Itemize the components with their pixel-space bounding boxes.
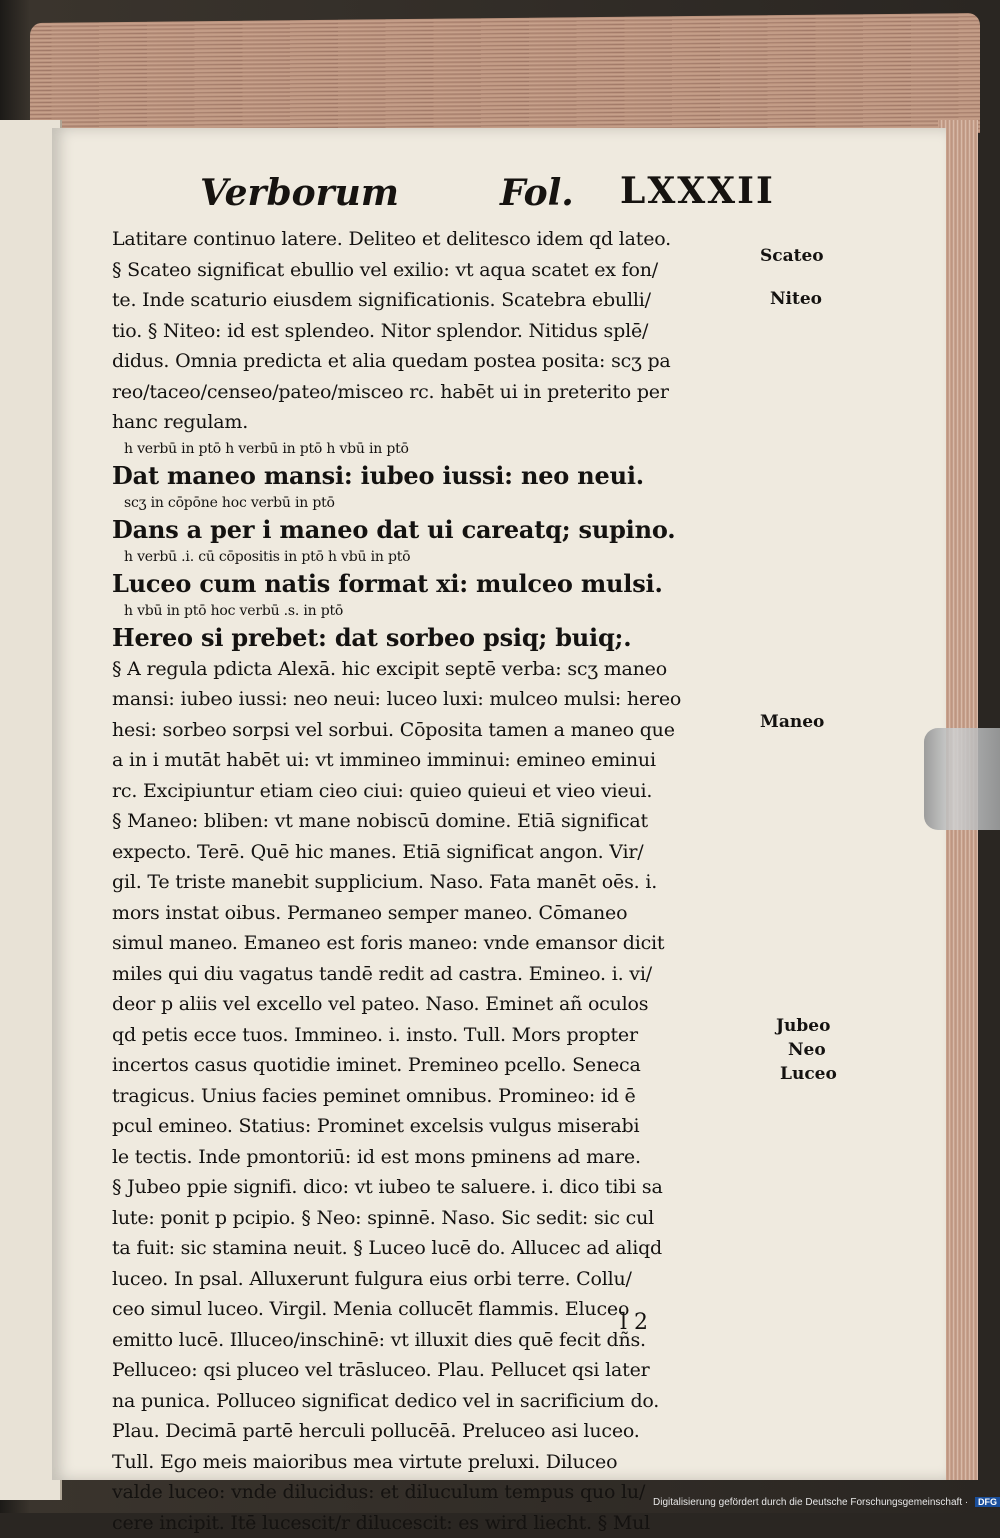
text-line: luceo. In psal. Alluxerunt fulgura eius orbi terre. Collu/ — [112, 1264, 772, 1295]
text-line: miles qui diu vagatus tandē redit ad castra. Emineo. i. vi/ — [112, 959, 772, 990]
text-line: emitto lucē. Illuceo/inschinē: vt illuxit dies quē fecit dñs. — [112, 1325, 772, 1356]
running-title: Verborum — [200, 172, 399, 214]
text-line: mansi: iubeo iussi: neo neui: luceo luxi: mulceo mulsi: hereo — [112, 684, 772, 715]
top-page-edges — [30, 13, 980, 143]
text-line: lute: ponit p pcipio. § Neo: spinnē. Naso. Sic sedit: sic cul — [112, 1203, 772, 1234]
text-line: na punica. Polluceo significat dedico vel in sacrificium do. — [112, 1386, 772, 1417]
text-line: ceo simul luceo. Virgil. Menia collucēt flammis. Eluceo — [112, 1294, 772, 1325]
text-line: Tull. Ego meis maioribus mea virtute preluxi. Diluceo — [112, 1447, 772, 1478]
text-line: § Scateo significat ebullio vel exilio: vt aqua scatet ex fon/ — [112, 255, 772, 286]
text-line: cere incipit. Itē lucescit/r dilucescit: es wird liecht. § Mul — [112, 1508, 772, 1538]
verse-line: Luceo cum natis format xi: mulceo mulsi. — [112, 568, 772, 600]
page-header — [200, 168, 780, 220]
text-line: § Jubeo ppie signifi. dico: vt iubeo te saluere. i. dico tibi sa — [112, 1172, 772, 1203]
text-line: pcul emineo. Statius: Prominet excelsis vulgus miserabi — [112, 1111, 772, 1142]
text-line: hesi: sorbeo sorpsi vel sorbui. Cōposita tamen a maneo que — [112, 715, 772, 746]
verse-line: Dat maneo mansi: iubeo iussi: neo neui. — [112, 460, 772, 492]
text-line: § A regula pdicta Alexā. hic excipit septē verba: scʒ maneo — [112, 654, 772, 685]
dfg-logo: DFG — [975, 1497, 1000, 1507]
text-line: le tectis. Inde pmontoriū: id est mons pminens ad mare. — [112, 1142, 772, 1173]
text-line: Plau. Decimā partē herculi pollucēā. Preluceo asi luceo. — [112, 1416, 772, 1447]
text-line: te. Inde scaturio eiusdem significationis. Scatebra ebulli/ — [112, 285, 772, 316]
gloss-line: h verbū .i. cū cōpositis in ptō h vbū in ptō — [112, 546, 772, 568]
text-line: valde luceo: vnde dilucidus: et diluculum tempus quo lu/ — [112, 1477, 772, 1508]
text-line: mors instat oibus. Permaneo semper maneo. Cōmaneo — [112, 898, 772, 929]
marginal-note-maneo: Maneo — [760, 712, 824, 732]
gloss-line: h verbū in ptō h verbū in ptō h vbū in ptō — [112, 438, 772, 460]
marginal-note-jubeo: Jubeo — [776, 1016, 830, 1036]
text-line: incertos casus quotidie iminet. Premineo pcello. Seneca — [112, 1050, 772, 1081]
text-line: deor p aliis vel excello vel pateo. Naso. Eminet añ oculos — [112, 989, 772, 1020]
marginal-note-neo: Neo — [788, 1040, 826, 1060]
marginal-note-luceo: Luceo — [780, 1064, 837, 1084]
footer-credit: Digitalisierung gefördert durch die Deutsche Forschungsgemeinschaft · DFG — [600, 1497, 1000, 1513]
text-line: rc. Excipiuntur etiam cieo ciui: quieo quieui et vieo vieui. — [112, 776, 772, 807]
marginal-note-scateo: Scateo — [760, 246, 824, 266]
text-line: Latitare continuo latere. Deliteo et delitesco idem qd lateo. — [112, 224, 772, 255]
marginal-note-niteo: Niteo — [770, 289, 822, 309]
text-line: qd petis ecce tuos. Immineo. i. insto. Tull. Mors propter — [112, 1020, 772, 1051]
verse-line: Hereo si prebet: dat sorbeo psiq; buiq;. — [112, 622, 772, 654]
text-line: § Maneo: bliben: vt mane nobiscū domine. Etiā significat — [112, 806, 772, 837]
text-line: tio. § Niteo: id est splendeo. Nitor splendor. Nitidus splē/ — [112, 316, 772, 347]
text-line: Pelluceo: qsi pluceo vel trāsluceo. Plau. Pellucet qsi later — [112, 1355, 772, 1386]
text-line: hanc regulam. — [112, 407, 772, 438]
text-line: gil. Te triste manebit supplicium. Naso. Fata manēt oēs. i. — [112, 867, 772, 898]
text-line: a in i mutāt habēt ui: vt immineo imminui: emineo eminui — [112, 745, 772, 776]
text-line: expecto. Terē. Quē hic manes. Etiā significat angon. Vir/ — [112, 837, 772, 868]
folio-number: LXXXII — [620, 170, 775, 212]
text-line: reo/taceo/censeo/pateo/misceo rc. habēt ui in preterito per — [112, 377, 772, 408]
text-block — [112, 224, 772, 1538]
signature-mark: l 2 — [620, 1310, 648, 1335]
footer-credit-text: Digitalisierung gefördert durch die Deutsche Forschungsgemeinschaft — [653, 1497, 962, 1508]
text-line: didus. Omnia predicta et alia quedam postea posita: scʒ pa — [112, 346, 772, 377]
gloss-line: h vbū in ptō hoc verbū .s. in ptō — [112, 600, 772, 622]
page-clip — [924, 728, 1000, 830]
text-line: tragicus. Unius facies peminet omnibus. Promineo: id ē — [112, 1081, 772, 1112]
text-line: ta fuit: sic stamina neuit. § Luceo lucē do. Allucec ad aliqd — [112, 1233, 772, 1264]
gloss-line: scʒ in cōpōne hoc verbū in ptō — [112, 492, 772, 514]
folio-label: Fol. — [500, 172, 574, 214]
text-line: simul maneo. Emaneo est foris maneo: vnde emansor dicit — [112, 928, 772, 959]
verse-line: Dans a per i maneo dat ui careatq; supino. — [112, 514, 772, 546]
